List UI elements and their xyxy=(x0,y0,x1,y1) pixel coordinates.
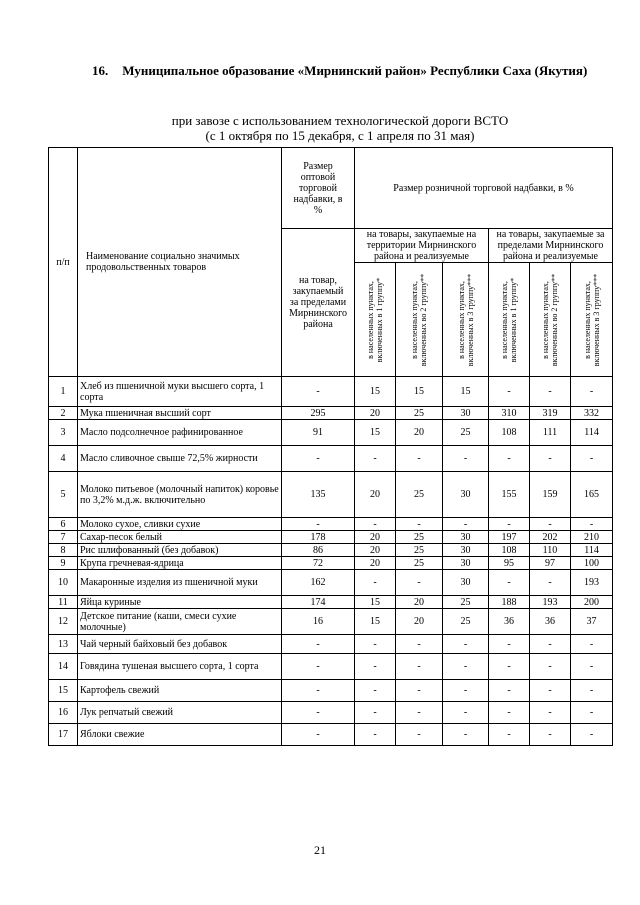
header-group-outside: на товары, закупаемые за пределами Мирнинского района и реализуемые xyxy=(489,229,613,263)
outside-group1-value: 197 xyxy=(489,531,530,544)
inside-group2-value: - xyxy=(396,724,443,746)
wholesale-value: - xyxy=(282,724,355,746)
product-name: Чай черный байховый без добавок xyxy=(78,635,282,654)
outside-group2-value: - xyxy=(530,702,571,724)
outside-group2-value: 111 xyxy=(530,420,571,446)
outside-group1-value: - xyxy=(489,635,530,654)
outside-group2-value: - xyxy=(530,724,571,746)
section-number: 16. xyxy=(92,63,109,78)
inside-group2-value: 15 xyxy=(396,377,443,407)
page-number: 21 xyxy=(314,843,326,857)
inside-group2-value: - xyxy=(396,635,443,654)
table-row xyxy=(49,531,613,544)
inside-group3-value: - xyxy=(443,518,489,531)
outside-group3-value: - xyxy=(571,724,613,746)
outside-group1-value: - xyxy=(489,377,530,407)
inside-group2-value: 20 xyxy=(396,596,443,609)
outside-group1-value: - xyxy=(489,680,530,702)
inside-group1-value: - xyxy=(355,635,396,654)
row-number: 9 xyxy=(49,557,78,570)
outside-group3-value: - xyxy=(571,446,613,472)
inside-group3-value: - xyxy=(443,654,489,680)
row-number: 11 xyxy=(49,596,78,609)
wholesale-value: - xyxy=(282,377,355,407)
outside-group3-value: 100 xyxy=(571,557,613,570)
table-row xyxy=(49,596,613,609)
inside-group1-value: - xyxy=(355,680,396,702)
row-number: 6 xyxy=(49,518,78,531)
wholesale-value: 91 xyxy=(282,420,355,446)
outside-group1-value: - xyxy=(489,446,530,472)
table-row xyxy=(49,609,613,635)
outside-group1-value: - xyxy=(489,654,530,680)
inside-group1-value: 20 xyxy=(355,407,396,420)
header-outside-group3: в населенных пунктах, включенных в 3 группу*** xyxy=(571,263,613,377)
outside-group2-value: - xyxy=(530,654,571,680)
row-number: 14 xyxy=(49,654,78,680)
inside-group3-value: 25 xyxy=(443,596,489,609)
row-number: 12 xyxy=(49,609,78,635)
outside-group2-value: 110 xyxy=(530,544,571,557)
outside-group3-value: - xyxy=(571,654,613,680)
inside-group3-value: 30 xyxy=(443,472,489,518)
outside-group3-value: - xyxy=(571,518,613,531)
outside-group3-value: 210 xyxy=(571,531,613,544)
outside-group1-value: 155 xyxy=(489,472,530,518)
table-row xyxy=(49,544,613,557)
row-number: 1 xyxy=(49,377,78,407)
inside-group3-value: 15 xyxy=(443,377,489,407)
outside-group1-value: 108 xyxy=(489,544,530,557)
table-row xyxy=(49,654,613,680)
header-inside-group1: в населенных пунктах, включенных в 1 группу* xyxy=(355,263,396,377)
wholesale-value: 16 xyxy=(282,609,355,635)
row-number: 10 xyxy=(49,570,78,596)
outside-group2-value: 202 xyxy=(530,531,571,544)
inside-group3-value: 30 xyxy=(443,531,489,544)
inside-group3-value: 30 xyxy=(443,557,489,570)
inside-group1-value: - xyxy=(355,702,396,724)
row-number: 5 xyxy=(49,472,78,518)
subtitle-line-1: при завозе с использованием технологической дороги ВСТО xyxy=(171,113,509,128)
inside-group2-value: 25 xyxy=(396,531,443,544)
outside-group3-value: 114 xyxy=(571,420,613,446)
row-number: 8 xyxy=(49,544,78,557)
header-inside-group3: в населенных пунктах, включенных в 3 группу*** xyxy=(443,263,489,377)
inside-group2-value: 25 xyxy=(396,472,443,518)
table-body xyxy=(49,377,613,746)
product-name: Рис шлифованный (без добавок) xyxy=(78,544,282,557)
table-row xyxy=(49,557,613,570)
inside-group3-value: - xyxy=(443,635,489,654)
outside-group2-value: 193 xyxy=(530,596,571,609)
inside-group1-value: 20 xyxy=(355,472,396,518)
product-name: Мука пшеничная высший сорт xyxy=(78,407,282,420)
outside-group3-value: 165 xyxy=(571,472,613,518)
outside-group2-value: - xyxy=(530,377,571,407)
inside-group1-value: - xyxy=(355,570,396,596)
product-name: Молоко питьевое (молочный напиток) коровье по 3,2% м.д.ж. включительно xyxy=(78,472,282,518)
outside-group3-value: - xyxy=(571,635,613,654)
product-name: Говядина тушеная высшего сорта, 1 сорта xyxy=(78,654,282,680)
header-outside-group2: в населенных пунктах, включенных во 2 группу** xyxy=(530,263,571,377)
inside-group2-value: 20 xyxy=(396,609,443,635)
outside-group2-value: - xyxy=(530,570,571,596)
wholesale-value: 178 xyxy=(282,531,355,544)
product-name: Картофель свежий xyxy=(78,680,282,702)
outside-group3-value: 114 xyxy=(571,544,613,557)
inside-group2-value: - xyxy=(396,654,443,680)
outside-group1-value: - xyxy=(489,570,530,596)
section-heading xyxy=(92,62,592,79)
outside-group3-value: 37 xyxy=(571,609,613,635)
outside-group3-value: 193 xyxy=(571,570,613,596)
product-name: Масло сливочное свыше 72,5% жирности xyxy=(78,446,282,472)
outside-group3-value: - xyxy=(571,377,613,407)
inside-group2-value: - xyxy=(396,518,443,531)
outside-group1-value: 188 xyxy=(489,596,530,609)
table-row xyxy=(49,420,613,446)
inside-group3-value: - xyxy=(443,446,489,472)
inside-group2-value: - xyxy=(396,446,443,472)
wholesale-value: 86 xyxy=(282,544,355,557)
table-row xyxy=(49,518,613,531)
inside-group2-value: 25 xyxy=(396,544,443,557)
markup-table xyxy=(48,147,613,746)
row-number: 13 xyxy=(49,635,78,654)
inside-group3-value: 25 xyxy=(443,609,489,635)
product-name: Хлеб из пшеничной муки высшего сорта, 1 сорта xyxy=(78,377,282,407)
inside-group3-value: 25 xyxy=(443,420,489,446)
header-inside-group2: в населенных пунктах, включенных во 2 группу** xyxy=(396,263,443,377)
outside-group2-value: - xyxy=(530,518,571,531)
inside-group2-value: - xyxy=(396,570,443,596)
inside-group3-value: 30 xyxy=(443,407,489,420)
row-number: 4 xyxy=(49,446,78,472)
table-row xyxy=(49,446,613,472)
row-number: 15 xyxy=(49,680,78,702)
outside-group1-value: 95 xyxy=(489,557,530,570)
inside-group1-value: 15 xyxy=(355,596,396,609)
header-group-inside: на товары, закупаемые на территории Мирнинского района и реализуемые xyxy=(355,229,489,263)
inside-group2-value: - xyxy=(396,702,443,724)
inside-group3-value: - xyxy=(443,702,489,724)
outside-group1-value: 36 xyxy=(489,609,530,635)
wholesale-value: - xyxy=(282,702,355,724)
inside-group1-value: - xyxy=(355,654,396,680)
header-num: п/п xyxy=(49,148,78,377)
inside-group1-value: - xyxy=(355,724,396,746)
table-row xyxy=(49,702,613,724)
outside-group1-value: - xyxy=(489,518,530,531)
wholesale-value: - xyxy=(282,635,355,654)
row-number: 2 xyxy=(49,407,78,420)
product-name: Молоко сухое, сливки сухие xyxy=(78,518,282,531)
subtitle-line-2: (с 1 октября по 15 декабря, с 1 апреля по 31 мая) xyxy=(205,128,475,143)
product-name: Лук репчатый свежий xyxy=(78,702,282,724)
inside-group3-value: - xyxy=(443,724,489,746)
inside-group3-value: - xyxy=(443,680,489,702)
row-number: 17 xyxy=(49,724,78,746)
table-row xyxy=(49,472,613,518)
table-row xyxy=(49,680,613,702)
table-row xyxy=(49,570,613,596)
outside-group2-value: 159 xyxy=(530,472,571,518)
product-name: Детское питание (каши, смеси сухие молочные) xyxy=(78,609,282,635)
outside-group1-value: 310 xyxy=(489,407,530,420)
outside-group3-value: - xyxy=(571,702,613,724)
product-name: Масло подсолнечное рафинированное xyxy=(78,420,282,446)
inside-group1-value: 15 xyxy=(355,377,396,407)
wholesale-value: 72 xyxy=(282,557,355,570)
outside-group3-value: 200 xyxy=(571,596,613,609)
wholesale-value: - xyxy=(282,518,355,531)
wholesale-value: - xyxy=(282,446,355,472)
inside-group1-value: 20 xyxy=(355,531,396,544)
outside-group3-value: 332 xyxy=(571,407,613,420)
row-number: 7 xyxy=(49,531,78,544)
wholesale-value: - xyxy=(282,654,355,680)
outside-group1-value: - xyxy=(489,702,530,724)
row-number: 3 xyxy=(49,420,78,446)
wholesale-value: - xyxy=(282,680,355,702)
inside-group3-value: 30 xyxy=(443,570,489,596)
inside-group1-value: 20 xyxy=(355,544,396,557)
header-name: Наименование социально значимых продовольственных товаров xyxy=(78,148,282,377)
inside-group1-value: 15 xyxy=(355,609,396,635)
header-wholesale-sub: на товар, закупаемый за пределами Мирнинского района xyxy=(282,229,355,377)
section-title: Муниципальное образование «Мирнинский район» Республики Саха (Якутия) xyxy=(122,63,588,78)
table-row xyxy=(49,377,613,407)
inside-group1-value: - xyxy=(355,446,396,472)
row-number: 16 xyxy=(49,702,78,724)
table-row xyxy=(49,635,613,654)
header-wholesale: Размер оптовой торговой надбавки, в % xyxy=(282,148,355,229)
wholesale-value: 174 xyxy=(282,596,355,609)
inside-group2-value: 25 xyxy=(396,557,443,570)
table-row xyxy=(49,407,613,420)
inside-group1-value: - xyxy=(355,518,396,531)
outside-group2-value: 319 xyxy=(530,407,571,420)
outside-group1-value: - xyxy=(489,724,530,746)
inside-group1-value: 20 xyxy=(355,557,396,570)
outside-group2-value: 97 xyxy=(530,557,571,570)
header-retail: Размер розничной торговой надбавки, в % xyxy=(355,148,613,229)
outside-group1-value: 108 xyxy=(489,420,530,446)
table-row xyxy=(49,724,613,746)
outside-group2-value: - xyxy=(530,446,571,472)
inside-group2-value: 20 xyxy=(396,420,443,446)
outside-group2-value: 36 xyxy=(530,609,571,635)
wholesale-value: 295 xyxy=(282,407,355,420)
product-name: Макаронные изделия из пшеничной муки xyxy=(78,570,282,596)
inside-group1-value: 15 xyxy=(355,420,396,446)
header-outside-group1: в населенных пунктах, включенных в 1 группу* xyxy=(489,263,530,377)
outside-group2-value: - xyxy=(530,635,571,654)
product-name: Крупа гречневая-ядрица xyxy=(78,557,282,570)
inside-group3-value: 30 xyxy=(443,544,489,557)
outside-group3-value: - xyxy=(571,680,613,702)
outside-group2-value: - xyxy=(530,680,571,702)
inside-group2-value: 25 xyxy=(396,407,443,420)
product-name: Сахар-песок белый xyxy=(78,531,282,544)
wholesale-value: 162 xyxy=(282,570,355,596)
product-name: Яблоки свежие xyxy=(78,724,282,746)
inside-group2-value: - xyxy=(396,680,443,702)
product-name: Яйца куриные xyxy=(78,596,282,609)
wholesale-value: 135 xyxy=(282,472,355,518)
